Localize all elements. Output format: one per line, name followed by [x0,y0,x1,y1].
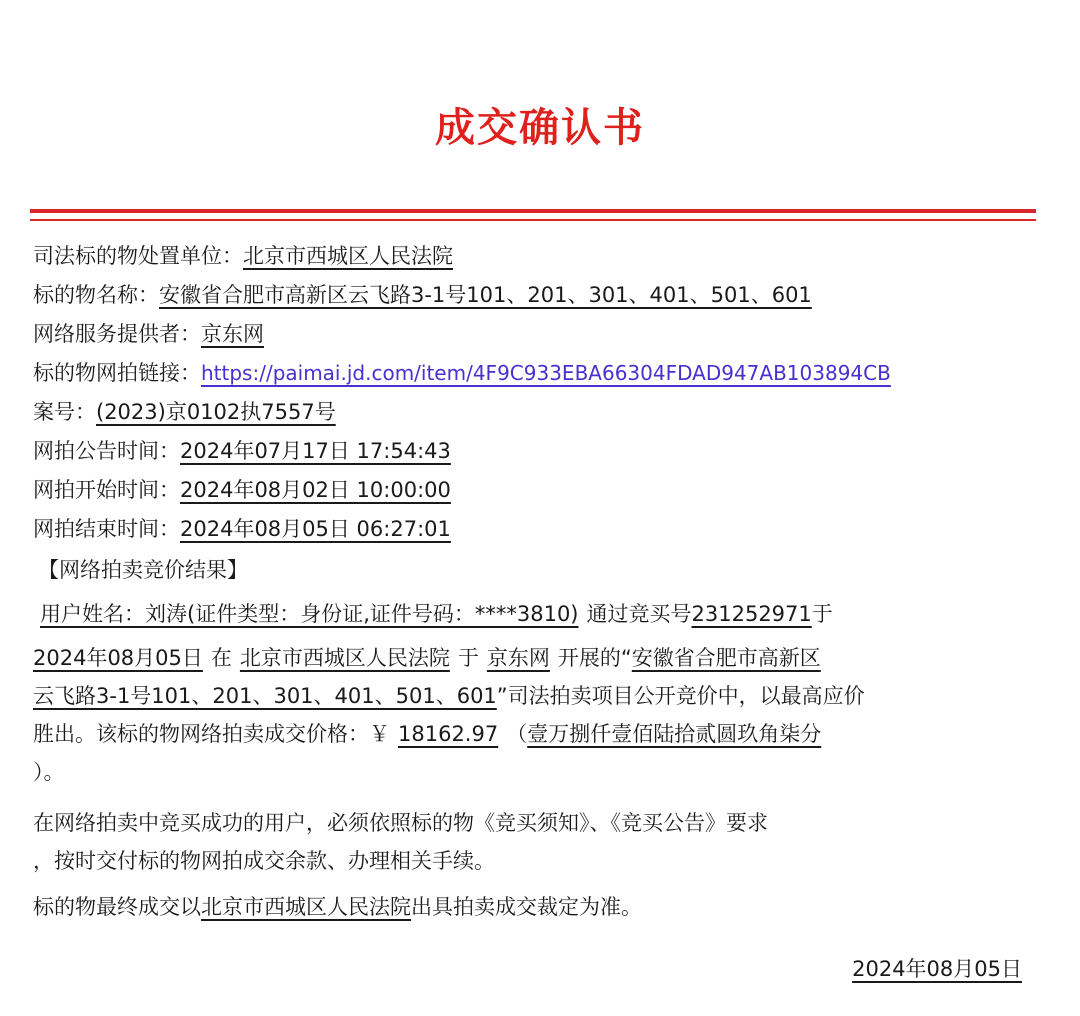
result-text: 胜出。该标的物网络拍卖成交价格：￥ [33,722,390,746]
result-text: 开展的“ [557,646,632,670]
field-label: 网拍公告时间： [33,439,180,463]
result-price-words: 壹万捌仟壹佰陆拾贰圆玖角柒分 [527,722,822,746]
field-value: (2023)京0102执7557号 [96,400,336,424]
result-line-3 [33,682,865,710]
result-court: 北京市西城区人民法院 [239,646,450,670]
field-auction-link [33,359,891,387]
result-line-1 [40,600,833,628]
field-item-name [33,281,812,309]
title-divider-thick [30,209,1036,213]
field-label: 司法标的物处置单位： [33,244,243,268]
field-value: 2024年07月17日 17:54:43 [180,439,451,463]
field-start-time [33,476,451,504]
field-value: 北京市西城区人民法院 [243,244,453,268]
result-line-2 [33,644,821,672]
final-line [33,893,642,921]
result-item-part2: 云飞路3-1号101、201、301、401、501、601 [33,684,497,708]
bid-number: 231252971 [691,602,812,626]
user-info: 用户姓名：刘涛(证件类型：身份证,证件号码：****3810) [40,602,579,626]
field-label: 标的物网拍链接： [33,361,201,385]
result-line-5: ）。 [33,760,65,784]
result-platform: 京东网 [486,646,550,670]
final-text: 标的物最终成交以 [33,895,201,919]
title-divider-thin [30,219,1036,221]
result-text: （ [506,722,528,746]
notice-line-1: 在网络拍卖中竞买成功的用户，必须依照标的物《竞买须知》、《竞买公告》要求 [33,811,768,835]
signature-date: 2024年08月05日 [852,957,1022,981]
result-text: 通过竞买号 [586,602,692,626]
field-label: 案号： [33,400,96,424]
result-price: 18162.97 [398,722,499,746]
document-title: 成交确认书 [435,105,645,151]
field-value: 安徽省合肥市高新区云飞路3-1号101、201、301、401、501、601 [159,283,812,307]
field-label: 标的物名称： [33,283,159,307]
auction-link[interactable]: https://paimai.jd.com/item/4F9C933EBA66304FDAD947AB103894CB [201,361,891,385]
field-value: 京东网 [201,322,264,346]
field-label: 网络服务提供者： [33,322,201,346]
result-text: ”司法拍卖项目公开竞价中，以最高应价 [496,684,865,708]
result-line-4 [33,720,821,748]
field-label: 网拍结束时间： [33,517,180,541]
result-text: 于 [457,646,479,670]
final-text: 出具拍卖成交裁定为准。 [411,895,642,919]
result-heading: 【网络拍卖竞价结果】 [38,558,248,582]
field-disposal-unit [33,242,453,270]
field-end-time [33,515,451,543]
field-label: 网拍开始时间： [33,478,180,502]
final-court: 北京市西城区人民法院 [201,895,411,919]
result-item-part1: 安徽省合肥市高新区 [631,646,821,670]
field-value: 2024年08月02日 10:00:00 [180,478,451,502]
field-notice-time [33,437,451,465]
field-case-number [33,398,336,426]
result-text: 于 [811,602,833,626]
field-value: 2024年08月05日 06:27:01 [180,517,451,541]
result-text: 在 [210,646,232,670]
result-date: 2024年08月05日 [33,646,203,670]
notice-line-2: ，按时交付标的物网拍成交余款、办理相关手续。 [33,849,495,873]
field-service-provider [33,320,264,348]
